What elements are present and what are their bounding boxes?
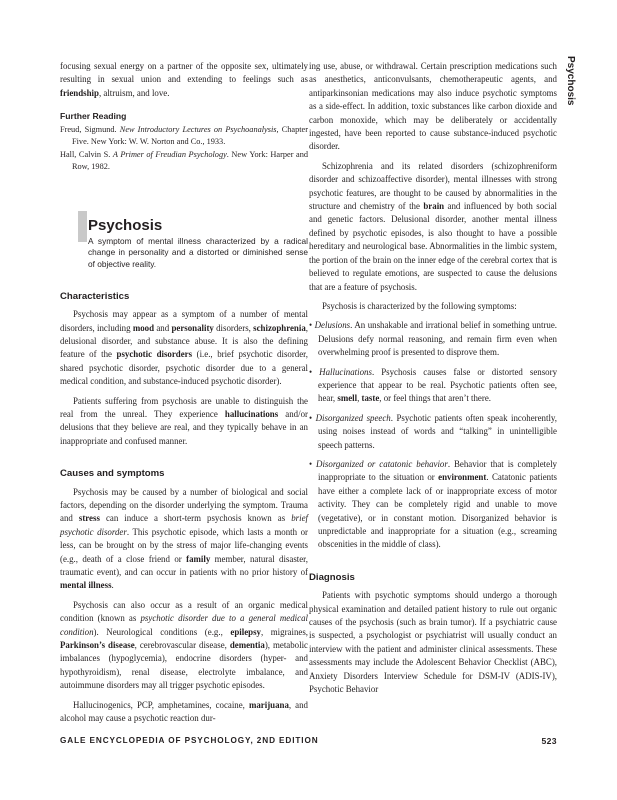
section-heading-causes: Causes and symptoms <box>60 468 165 480</box>
section-heading-diagnosis: Diagnosis <box>309 571 355 583</box>
reference-item: Freud, Sigmund. New Introductory Lectures on Psychoanalysis, Chapter Five. New York: W. W. Norton and Co., 1933. <box>60 124 308 147</box>
bullet-delusions: • Delusions. An unshakable and irrational belief in something untrue. Delusions defy normal reasoning, and remain firm even when overwhelming proof is presented to disprove them. <box>309 320 557 358</box>
paragraph: Hallucinogenics, PCP, amphetamines, cocaine, marijuana, and alcohol may cause a psychotic reaction dur- <box>60 699 308 724</box>
side-tab <box>562 56 582 106</box>
entry-definition: A symptom of mental illness characterized by a radical change in personality and a distorted or diminished sense of objective reality. <box>88 235 308 270</box>
paragraph: ing use, abuse, or withdrawal. Certain prescription medications such as anesthetics, anticonvulsants, chemotherapeutic agents, and antiparkinsonian medications may also induce psychotic symptoms as a side-effect. In addition, toxic substances like carbon dioxide and carbon monoxide, which may be deliberately or accidentally ingested, have been reported to cause substance-induced psychotic disorder. <box>309 61 557 152</box>
paragraph: Psychosis can also occur as a result of an organic medical condition (known as psychotic disorder due to a general medical condition). Neurological conditions (e.g., epilepsy, migraines, Parkinson’s disease, cerebrovascular disease, dementia), metabolic imbalances (hypoglycemia), endocrine disorders (hyper- and hypothyroidism), renal disease, electrolyte imbalance, and autoimmune disorders may all trigger psychotic episodes. <box>60 599 308 691</box>
further-reading-heading: Further Reading <box>60 111 127 122</box>
page-number: 523 <box>541 736 557 746</box>
page-footer <box>60 736 557 745</box>
section-heading-characteristics: Characteristics <box>60 290 130 302</box>
bullet-hallucinations: • Hallucinations. Psychosis causes false or distorted sensory experience that appear to be real. Psychotic patients often see, hear, smell, taste, or feel things that aren’t there. <box>309 366 558 404</box>
carryover-paragraph: focusing sexual energy on a partner of the opposite sex, ultimately resulting in sexual union and extending to feelings such as friendship, altruism, and love. <box>60 61 308 98</box>
left-column <box>60 60 308 726</box>
paragraph: Psychosis is characterized by the following symptoms: <box>322 300 517 311</box>
paragraph: Psychosis may appear as a symptom of a number of mental disorders, including mood and personality disorders, schizophrenia, delusional disorder, and substance abuse. It is also the defining feature of the psychotic disorders (i.e., brief psychotic disorder, shared psychotic disorder, psychotic disorder due to a general medical condition, and substance-induced psychotic disorder). <box>60 309 309 387</box>
bullet-disorganized-speech: • Disorganized speech. Psychotic patients often speak incoherently, using noises instead of words and “talking” in unintelligible speech patterns. <box>309 412 557 450</box>
paragraph: Patients suffering from psychosis are unable to distinguish the real from the unreal. They experience hallucinations and/or delusions that they believe are real, and they typically behave in an inappropriate and confused manner. <box>60 395 308 446</box>
entry-header <box>60 211 308 271</box>
side-tab-label: Psychosis <box>565 56 576 106</box>
publication-title: GALE ENCYCLOPEDIA OF PSYCHOLOGY, 2ND EDITION <box>60 736 319 745</box>
entry-title: Psychosis <box>88 216 163 234</box>
paragraph: Schizophrenia and its related disorders (schizophreniform disorder and schizoaffective disorder), mental illnesses with strong psychotic features, are thought to be caused by abnormalities in the structure and chemistry of the brain and influenced by both social and genetic factors. Delusional disorder, another mental illness defined by psychotic episodes, is also thought to have a possible hereditary and neurological base. Abnormalities in the limbic system, the portion of the brain on the inner edge of the cerebral cortex that is believed to regulate emotions, are suspected to cause the delusions that are a feature of psychosis. <box>309 160 557 292</box>
paragraph: Patients with psychotic symptoms should undergo a thorough physical examination and detailed patient history to rule out organic causes of the psychosis (such as brain tumor). If a psychiatric cause is suspected, a psychologist or psychiatrist will usually conduct an interview with the patient and administer clinical assessments. These assessments may include the Adolescent Behavior Checklist (ABC), Anxiety Disorders Interview Schedule for DSM-IV (ADIS-IV), Psychotic Behavior <box>309 590 557 695</box>
bullet-disorganized-behavior: • Disorganized or catatonic behavior. Behavior that is completely inappropriate to the situation or environment. Catatonic patients have either a complete lack of or inappropriate excess of motor activity. They can be completely rigid and unable to move (vegetative), or in constant motion. Disorganized behavior is unpredictable and inappropriate for a situation (e.g., screaming obscenities in the middle of class). <box>309 458 557 550</box>
reference-item: Hall, Calvin S. A Primer of Freudian Psychology. New York: Harper and Row, 1982. <box>60 149 308 172</box>
right-column <box>309 60 557 696</box>
paragraph: Psychosis may be caused by a number of biological and social factors, depending on the disorder underlying the symptom. Trauma and stress can induce a short-term psychosis known as brief psychotic disorder. This psychotic episode, which lasts a month or less, can be brought on by the stress of major life-changing events (e.g., death of a close friend or family member, natural disaster, traumatic event), and can occur in patients with no prior history of mental illness. <box>60 486 308 591</box>
entry-title-bar <box>78 211 87 242</box>
